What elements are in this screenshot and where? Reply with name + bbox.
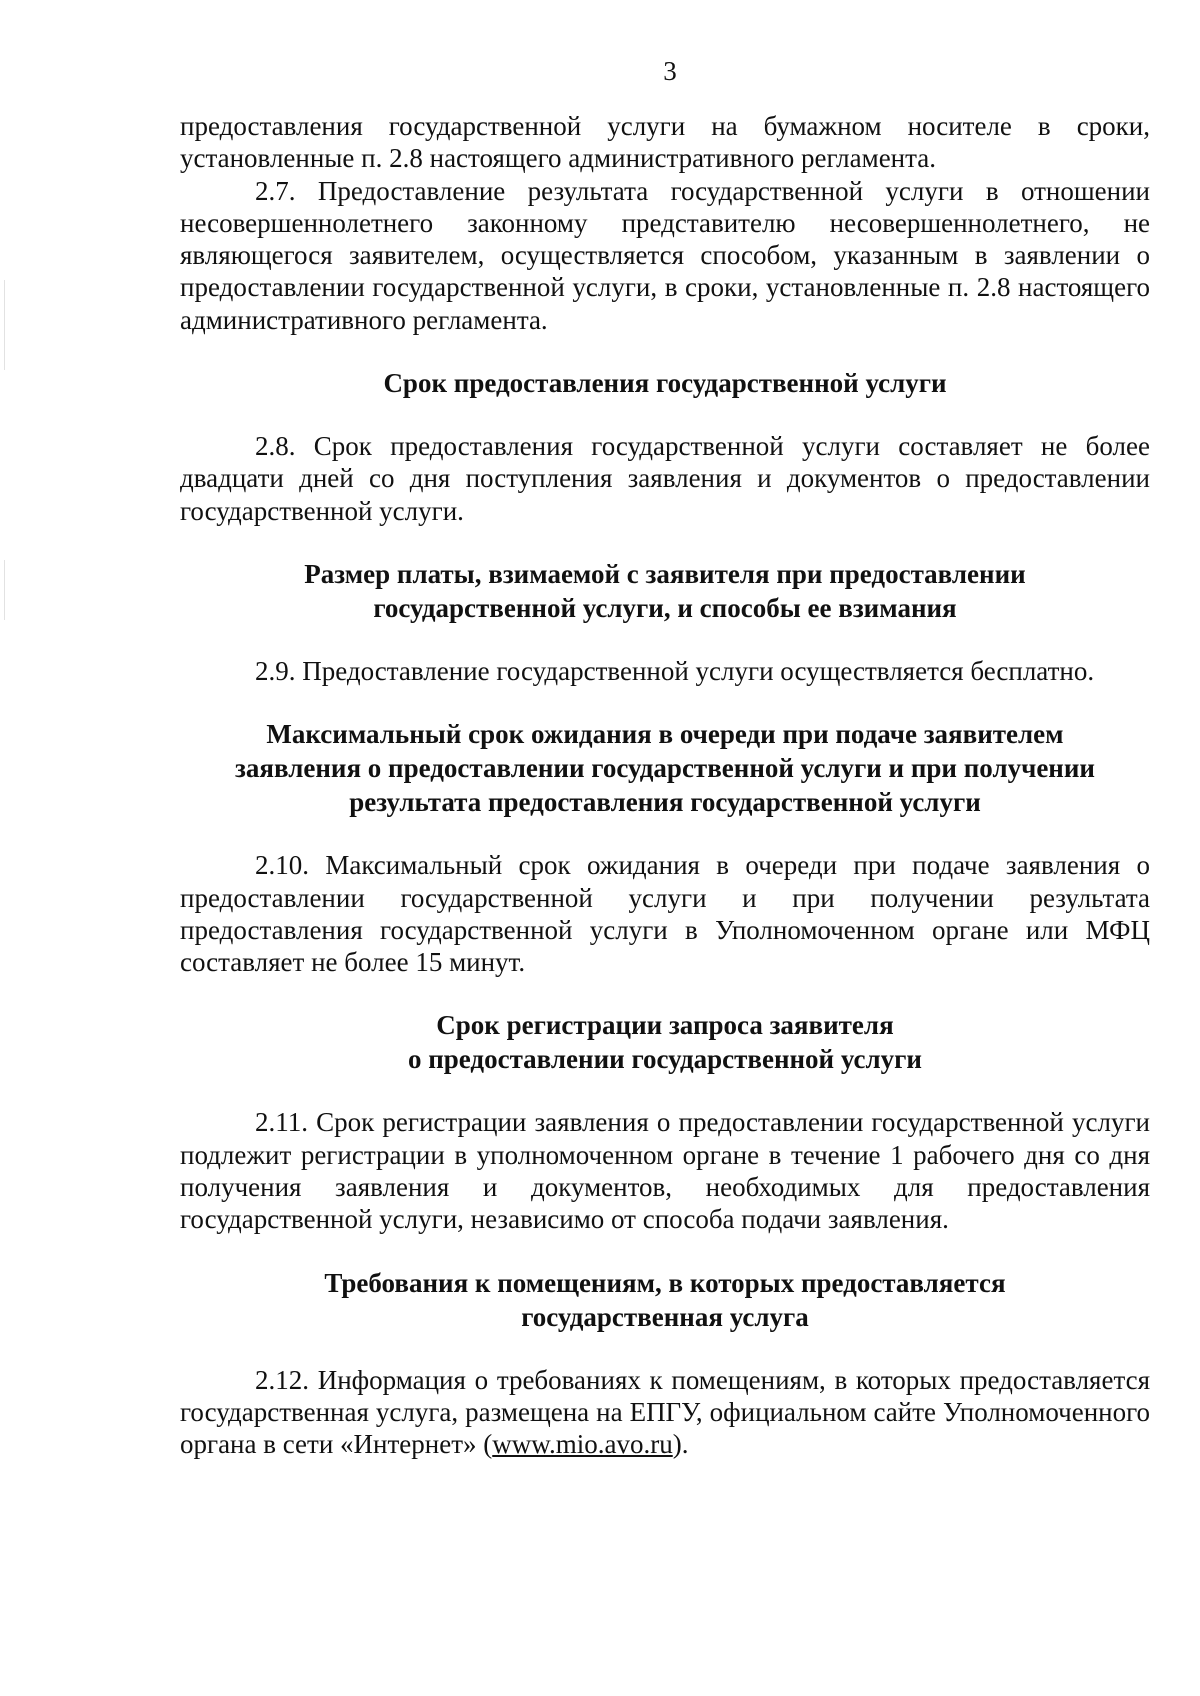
heading-line: Срок регистрации запроса заявителя [436, 1010, 894, 1041]
paragraph-2-12-end: ). [672, 1429, 689, 1460]
heading-queue-time [180, 717, 1150, 819]
paragraph-2-10: 2.10. Максимальный срок ожидания в очереди при подаче заявления о предоставлении государственной услуги и при получении результата предоставления государственной услуги в Уполномоченном органе или МФЦ составляет не более 15 минут. [180, 850, 1150, 978]
paragraph-2-9: 2.9. Предоставление государственной услуги осуществляется бесплатно. [255, 655, 1095, 686]
heading-line: Размер платы, взимаемой с заявителя при предоставлении [304, 558, 1026, 589]
website-link[interactable]: www.mio.avo.ru [492, 1429, 673, 1460]
heading-line: государственная услуга [521, 1301, 809, 1332]
heading-line: о предоставлении государственной услуги [407, 1044, 922, 1075]
heading-line: Требования к помещениям, в которых предоставляется [324, 1267, 1006, 1298]
page-number: 3 [663, 56, 677, 86]
paragraph-intro: предоставления государственной услуги на бумажном носителе в сроки, установленные п. 2.8 настоящего административного регламента. [180, 111, 1150, 174]
heading-premises [180, 1266, 1150, 1334]
paragraph-2-12 [180, 1364, 1150, 1461]
scan-edge-mark [4, 280, 5, 370]
heading-line: Максимальный срок ожидания в очереди при подаче заявителем [266, 719, 1064, 750]
paragraph-2-7: 2.7. Предоставление результата государственной услуги в отношении несовершеннолетнего законному представителю несовершеннолетнего, не являющегося заявителем, осуществляется способом, указанным в заявлении о предоставлении государственной услуги, в сроки, установленные п. 2.8 настоящего административного регламента. [180, 175, 1150, 335]
paragraph-2-11: 2.11. Срок регистрации заявления о предоставлении государственной услуги подлежит регистрации в уполномоченном органе в течение 1 рабочего дня со дня получения заявления и документов, необходимых для предоставления государственной услуги, независимо от способа подачи заявления. [180, 1107, 1150, 1235]
paragraph-2-8: 2.8. Срок предоставления государственной услуги составляет не более двадцати дней со дня поступления заявления и документов о предоставлении государственной услуги. [180, 431, 1150, 526]
document-page [180, 50, 1150, 1461]
heading-line: результата предоставления государственной услуги [349, 787, 981, 818]
heading-service-term [180, 366, 1150, 400]
scan-edge-mark [4, 560, 5, 620]
heading-registration [180, 1008, 1150, 1076]
heading-line: Срок предоставления государственной услуги [383, 368, 947, 399]
heading-fee [180, 557, 1150, 625]
heading-line: государственной услуги, и способы ее взимания [373, 592, 957, 623]
paragraph-2-12-text: 2.12. Информация о требованиях к помещениям, в которых предоставляется государственная услуга, размещена на ЕПГУ, официальном сайте Уполномоченного органа в сети «Интернет» ( [180, 1364, 1150, 1460]
heading-line: заявления о предоставлении государственной услуги и при получении [235, 753, 1095, 784]
